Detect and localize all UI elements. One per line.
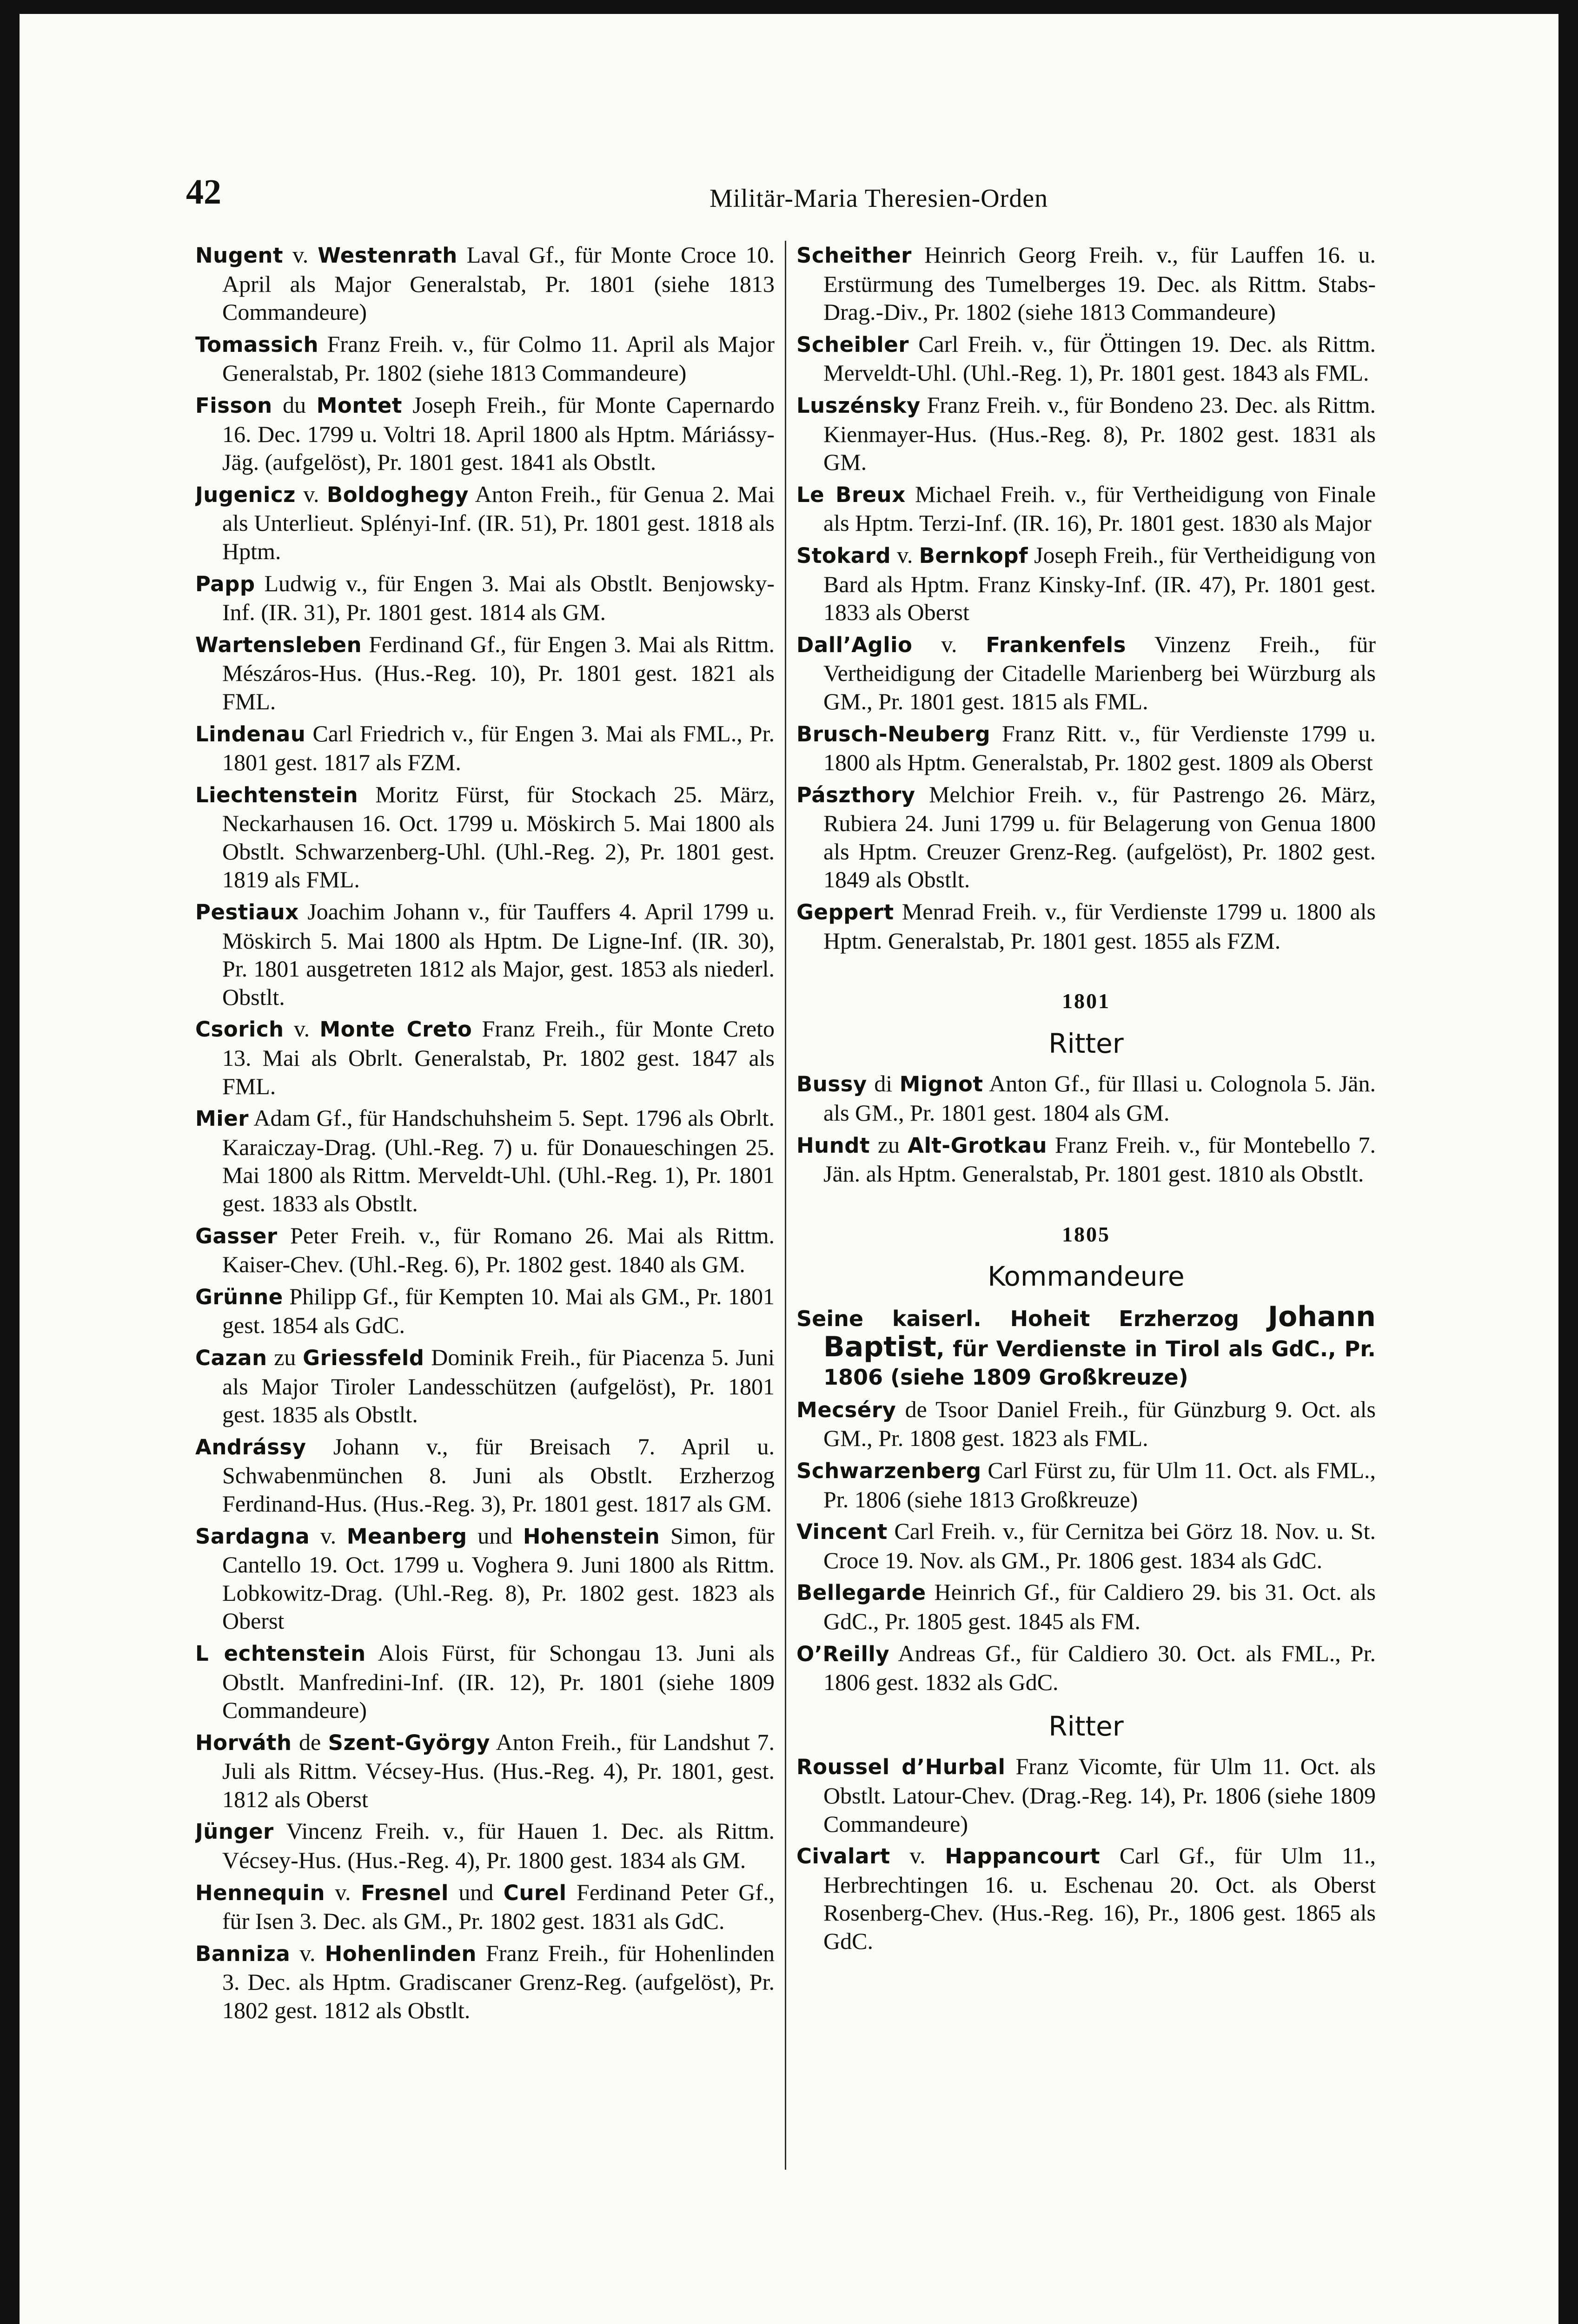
entry-name: Liechtenstein <box>195 782 358 807</box>
column-divider <box>785 241 786 2170</box>
entry-name: Civalart <box>796 1844 890 1869</box>
entry-name: Mignot <box>899 1072 983 1097</box>
entry-text: Anton Freih., für Landshut 7. Juli als Rittm. Vécsey-Hus. (Hus.-Reg. 4), Pr. 1801, gest. 1812 als Oberst <box>222 1729 775 1812</box>
entry-text: Andreas Gf., für Caldiero 30. Oct. als FML., Pr. 1806 gest. 1832 als GdC. <box>823 1640 1376 1696</box>
entry-name: Vincent <box>796 1519 888 1545</box>
entry-name: Brusch-Neuberg <box>796 721 991 746</box>
entry-text: v. <box>284 1016 320 1042</box>
year-heading-1801: 1801 <box>1062 989 1110 1013</box>
page-number: 42 <box>186 172 221 211</box>
entry-name: Csorich <box>195 1017 284 1042</box>
entry <box>796 391 1376 476</box>
entry <box>796 1070 1376 1127</box>
entry-name: Hundt <box>796 1133 870 1158</box>
entry-text: Joachim Johann v., für Tauffers 4. April 1799 u. Möskirch 5. Mai 1800 als Hptm. De Ligne-Inf. (IR. 30), Pr. 1801 ausgetreten 1812 als Major, gest. 1853 als niederl. Obstlt. <box>222 898 775 1010</box>
entry-name: Hohenlinden <box>325 1941 477 1966</box>
archduke-prefix: Seine kaiserl. Hoheit Erzherzog <box>796 1306 1268 1331</box>
entry-name: Szent-György <box>328 1730 490 1755</box>
entry-text: v. <box>890 1842 945 1869</box>
entry-name: Fisson <box>195 393 272 418</box>
entry-name: Hohenstein <box>523 1524 660 1549</box>
section-heading-ritter: Ritter <box>1048 1027 1124 1059</box>
scan-border-top <box>0 0 1578 14</box>
entry-list-right-a <box>796 241 1376 955</box>
entry-name: Nugent <box>195 243 283 268</box>
entry-name: Pestiaux <box>195 900 299 925</box>
entry <box>195 780 775 894</box>
entry <box>796 898 1376 955</box>
entry <box>195 898 775 1011</box>
entry-text: Simon, für Cantello 19. Oct. 1799 u. Voghera 9. Juni 1800 als Rittm. Lobkowitz-Drag. (Uhl.-Reg. 8), Pr. 1802 gest. 1823 als Oberst <box>222 1522 775 1634</box>
entry-text: Carl Friedrich v., für Engen 3. Mai als FML., Pr. 1801 gest. 1817 als FZM. <box>222 720 775 776</box>
entry <box>195 720 775 777</box>
entry <box>195 391 775 476</box>
entry-name: Fresnel <box>361 1880 449 1905</box>
entry-text: Joseph Freih., für Vertheidigung von Bard als Hptm. Franz Kinsky-Inf. (IR. 47), Pr. 1801 gest. 1833 als Oberst <box>823 541 1376 626</box>
entry-text: Laval Gf., für Monte Croce 10. April als Major Generalstab, Pr. 1801 (siehe 1813 Commandeure) <box>222 242 775 325</box>
entry-name: Jünger <box>195 1819 274 1844</box>
entry-name: Papp <box>195 571 255 596</box>
entry-name: Roussel d’Hurbal <box>796 1755 1006 1780</box>
entry-text: Carl Fürst zu, für Ulm 11. Oct. als FML., Pr. 1806 (siehe 1813 Großkreuze) <box>823 1457 1376 1512</box>
entry-name: Le Breux <box>796 482 906 507</box>
entry-name: Grünne <box>195 1284 283 1309</box>
entry-text: Carl Freih. v., für Cernitza bei Görz 18. Nov. u. St. Croce 19. Nov. als GM., Pr. 1806 gest. 1834 als GdC. <box>823 1518 1376 1573</box>
entry-text: zu <box>869 1131 908 1158</box>
entry-name: Dall’Aglio <box>796 632 913 657</box>
entry-text: Ludwig v., für Engen 3. Mai als Obstlt. Benjowsky-Inf. (IR. 31), Pr. 1801 gest. 1814 als GM. <box>222 570 775 626</box>
scan-border-left <box>0 0 20 2324</box>
entry-name: Scheither <box>796 243 912 268</box>
entry <box>195 480 775 566</box>
entry-text: Franz Freih. v., für Bondeno 23. Dec. als Rittm. Kienmayer-Hus. (Hus.-Reg. 8), Pr. 1802 gest. 1831 als GM. <box>823 391 1376 475</box>
entry-name: Meanberg <box>346 1524 467 1549</box>
entry-name: Schwarzenberg <box>796 1458 981 1483</box>
entry-text: Ferdinand Gf., für Engen 3. Mai als Rittm. Mészáros-Hus. (Hus.-Reg. 10), Pr. 1801 gest. 1821 als FML. <box>222 631 775 714</box>
entry-text: Vinzenz Freih., für Vertheidigung der Citadelle Marienberg bei Würzburg als GM., Pr. 1801 gest. 1815 als FML. <box>823 631 1376 714</box>
entry-text: v. <box>290 1940 325 1966</box>
entry <box>796 1517 1376 1574</box>
entry-name: Curel <box>503 1880 567 1905</box>
entry-text: Ferdinand Peter Gf., für Isen 3. Dec. als GM., Pr. 1802 gest. 1831 als GdC. <box>222 1879 775 1934</box>
entry-name: L echtenstein <box>195 1641 366 1666</box>
year-heading-1805: 1805 <box>1062 1222 1110 1246</box>
entry <box>195 1728 775 1814</box>
entry-name: Jugenicz <box>195 482 296 507</box>
entry-text: Franz Ritt. v., für Verdienste 1799 u. 1800 als Hptm. Generalstab, Pr. 1802 gest. 1809 als Oberst <box>823 720 1376 776</box>
entry-name: Mecséry <box>796 1397 896 1422</box>
entry <box>195 1433 775 1518</box>
entry <box>195 1639 775 1724</box>
entry <box>195 569 775 627</box>
section-heading-ritter-2: Ritter <box>1048 1710 1124 1742</box>
entry-text: Joseph Freih., für Monte Capernardo 16. Dec. 1799 u. Voltri 18. April 1800 als Hptm. Máriássy-Jäg. (aufgelöst), Pr. 1801 gest. 1841 als Obstlt. <box>222 391 775 475</box>
entry-name: Wartensleben <box>195 632 362 657</box>
entry-text: Menrad Freih. v., für Verdienste 1799 u. 1800 als Hptm. Generalstab, Pr. 1801 gest. 1855 als FZM. <box>823 898 1376 954</box>
entry-text: Franz Vicomte, für Ulm 11. Oct. als Obstlt. Latour-Chev. (Drag.-Reg. 14), Pr. 1806 (siehe 1809 Commandeure) <box>823 1753 1376 1837</box>
entry-text: und <box>467 1522 523 1549</box>
entry-archduke <box>796 1303 1376 1392</box>
entry <box>796 241 1376 326</box>
entry-name: Tomassich <box>195 332 319 357</box>
entry <box>195 1939 775 2025</box>
entry-name: Gasser <box>195 1223 278 1248</box>
entry-name: Geppert <box>796 900 894 925</box>
entry-name: Horváth <box>195 1730 292 1755</box>
entry <box>195 1522 775 1635</box>
entry-name: Bellegarde <box>796 1580 926 1605</box>
entry-name: Cazan <box>195 1345 267 1370</box>
entry-name: Monte Creto <box>319 1017 472 1042</box>
left-column <box>195 241 775 2170</box>
entry-text: Carl Freih. v., für Öttingen 19. Dec. als Rittm. Merveldt-Uhl. (Uhl.-Reg. 1), Pr. 1801 gest. 1843 als FML. <box>823 330 1376 386</box>
entry-text: Melchior Freih. v., für Pastrengo 26. März, Rubiera 24. Juni 1799 u. für Belagerung von Genua 1800 als Hptm. Creuzer Grenz-Reg. (aufgelöst), Pr. 1802 gest. 1849 als Obstlt. <box>823 781 1376 893</box>
entry <box>796 1578 1376 1635</box>
entry-text: v. <box>310 1522 347 1549</box>
entry-list-right-b <box>796 1070 1376 1188</box>
entry <box>796 780 1376 894</box>
entry-name: Luszénsky <box>796 393 921 418</box>
entry-text: Peter Freih. v., für Romano 26. Mai als Rittm. Kaiser-Chev. (Uhl.-Reg. 6), Pr. 1802 gest. 1840 als GM. <box>222 1222 775 1278</box>
entry-text: Franz Freih., für Hohenlinden 3. Dec. als Hptm. Gradiscaner Grenz-Reg. (aufgelöst), Pr. 1802 gest. 1812 als Obstlt. <box>222 1940 775 2024</box>
entry-name: Bernkopf <box>919 543 1028 568</box>
entry-name: Alt-Grotkau <box>908 1133 1047 1158</box>
entry-name: Andrássy <box>195 1434 306 1459</box>
section-heading-kommandeure: Kommandeure <box>988 1261 1185 1293</box>
entry-name: Griessfeld <box>303 1345 424 1370</box>
right-column <box>796 241 1376 2170</box>
entry <box>195 1104 775 1217</box>
entry-text: v. <box>912 631 986 657</box>
entry-text: de Tsoor Daniel Freih., für Günzburg 9. Oct. als GM., Pr. 1808 gest. 1823 als FML. <box>823 1396 1376 1452</box>
scan-border-right <box>1558 0 1578 2324</box>
entry <box>796 541 1376 627</box>
entry <box>195 1221 775 1279</box>
entry-text: Heinrich Georg Freih. v., für Lauffen 16. u. Erstürmung des Tumelberges 19. Dec. als Rittm. Stabs-Drag.-Div., Pr. 1802 (siehe 1813 Commandeure) <box>823 242 1376 325</box>
entry-text: Anton Gf., für Illasi u. Colognola 5. Jän. als GM., Pr. 1801 gest. 1804 als GM. <box>823 1070 1376 1126</box>
entry-text: Johann v., für Breisach 7. April u. Schwabenmünchen 8. Juni als Obstlt. Erzherzog Ferdinand-Hus. (Hus.-Reg. 3), Pr. 1801 gest. 1817 als GM. <box>222 1433 775 1517</box>
entry-name: O’Reilly <box>796 1641 890 1666</box>
entry-text: Vincenz Freih. v., für Hauen 1. Dec. als Rittm. Vécsey-Hus. (Hus.-Reg. 4), Pr. 1800 gest. 1834 als GM. <box>222 1818 775 1874</box>
entry-list-right-c <box>796 1395 1376 1697</box>
entry-text: v. <box>295 481 327 507</box>
entry-name: Bussy <box>796 1072 867 1097</box>
entry <box>195 1817 775 1874</box>
entry <box>195 1343 775 1429</box>
entry-text: v. <box>283 242 318 268</box>
entry-name: Banniza <box>195 1941 291 1966</box>
entry <box>796 330 1376 387</box>
entry <box>796 1456 1376 1513</box>
running-title: Militär-Maria Theresien-Orden <box>709 184 1048 213</box>
entry-name: Pászthory <box>796 782 915 807</box>
entry-text: Franz Freih. v., für Montebello 7. Jän. als Hptm. Generalstab, Pr. 1801 gest. 1810 als Obstlt. <box>823 1131 1376 1187</box>
entry <box>195 1878 775 1935</box>
entry <box>796 1842 1376 1955</box>
entry-text: di <box>867 1070 900 1097</box>
entry-text: Heinrich Gf., für Caldiero 29. bis 31. Oct. als GdC., Pr. 1805 gest. 1845 als FM. <box>823 1579 1376 1634</box>
entry-name: Lindenau <box>195 721 306 746</box>
entry-text: und <box>448 1879 504 1905</box>
entry-name: Sardagna <box>195 1524 310 1549</box>
archduke-text: , für Verdienste in Tirol als GdC., Pr. 1806 (siehe 1809 Großkreuze) <box>823 1336 1376 1390</box>
entry <box>195 630 775 716</box>
entry <box>195 1015 775 1100</box>
entry-name: Westenrath <box>318 243 457 268</box>
entry <box>195 330 775 387</box>
entry-text: Philipp Gf., für Kempten 10. Mai als GM., Pr. 1801 gest. 1854 als GdC. <box>222 1283 775 1339</box>
entry-name: Frankenfels <box>986 632 1126 657</box>
entry <box>796 480 1376 537</box>
entry-list-left <box>195 241 775 2025</box>
entry-text: Michael Freih. v., für Vertheidigung von Finale als Hptm. Terzi-Inf. (IR. 16), Pr. 1801 gest. 1830 als Major <box>823 481 1376 536</box>
entry-name: Stokard <box>796 543 891 568</box>
entry-text: Adam Gf., für Handschuhsheim 5. Sept. 1796 als Obrlt. Karaiczay-Drag. (Uhl.-Reg. 7) u. für Donaueschingen 25. Mai 1800 als Rittm. Merveldt-Uhl. (Uhl.-Reg. 1), Pr. 1801 gest. 1833 als Obstlt. <box>222 1105 775 1216</box>
entry-text: zu <box>267 1344 303 1370</box>
entry-name: Happancourt <box>945 1844 1101 1869</box>
entry-name: Mier <box>195 1106 249 1131</box>
entry-text: Carl Gf., für Ulm 11., Herbrechtingen 16. u. Eschenau 20. Oct. als Oberst Rosenberg-Chev. (Hus.-Reg. 16), Pr., 1806 gest. 1865 als GdC. <box>823 1842 1376 1954</box>
entry-text: Moritz Fürst, für Stockach 25. März, Neckarhausen 16. Oct. 1799 u. Möskirch 5. Mai 1800 als Obstlt. Schwarzenberg-Uhl. (Uhl.-Reg. 2), Pr. 1801 gest. 1819 als FML. <box>222 781 775 893</box>
entry-name: Scheibler <box>796 332 909 357</box>
entry-list-right-d <box>796 1752 1376 1955</box>
entry-name: Boldoghegy <box>326 482 469 507</box>
entry <box>796 720 1376 777</box>
entry-text: Dominik Freih., für Piacenza 5. Juni als Major Tiroler Landesschützen (aufgelöst), Pr. 1801 gest. 1835 als Obstlt. <box>222 1344 775 1428</box>
entry-text: Anton Freih., für Genua 2. Mai als Unterlieut. Splényi-Inf. (IR. 51), Pr. 1801 gest. 1818 als Hptm. <box>222 481 775 564</box>
entry <box>796 1395 1376 1452</box>
entry-text: Franz Freih., für Monte Creto 13. Mai als Obrlt. Generalstab, Pr. 1802 gest. 1847 als FML. <box>222 1016 775 1099</box>
entry-text: du <box>272 391 317 418</box>
entry-text: v. <box>891 541 919 568</box>
entry-text: Alois Fürst, für Schongau 13. Juni als Obstlt. Manfredini-Inf. (IR. 12), Pr. 1801 (siehe 1809 Commandeure) <box>222 1639 775 1723</box>
entry-name: Hennequin <box>195 1880 325 1905</box>
archduke-name: Johann Baptist <box>823 1301 1376 1363</box>
entry <box>796 1639 1376 1697</box>
entry <box>796 1752 1376 1838</box>
entry-text: de <box>292 1729 328 1755</box>
entry <box>796 630 1376 716</box>
entry <box>195 241 775 326</box>
entry-text: Franz Freih. v., für Colmo 11. April als Major Generalstab, Pr. 1802 (siehe 1813 Commandeure) <box>222 330 775 386</box>
entry <box>796 1131 1376 1188</box>
entry-name: Montet <box>316 393 402 418</box>
entry <box>195 1282 775 1340</box>
entry-text: v. <box>325 1879 361 1905</box>
